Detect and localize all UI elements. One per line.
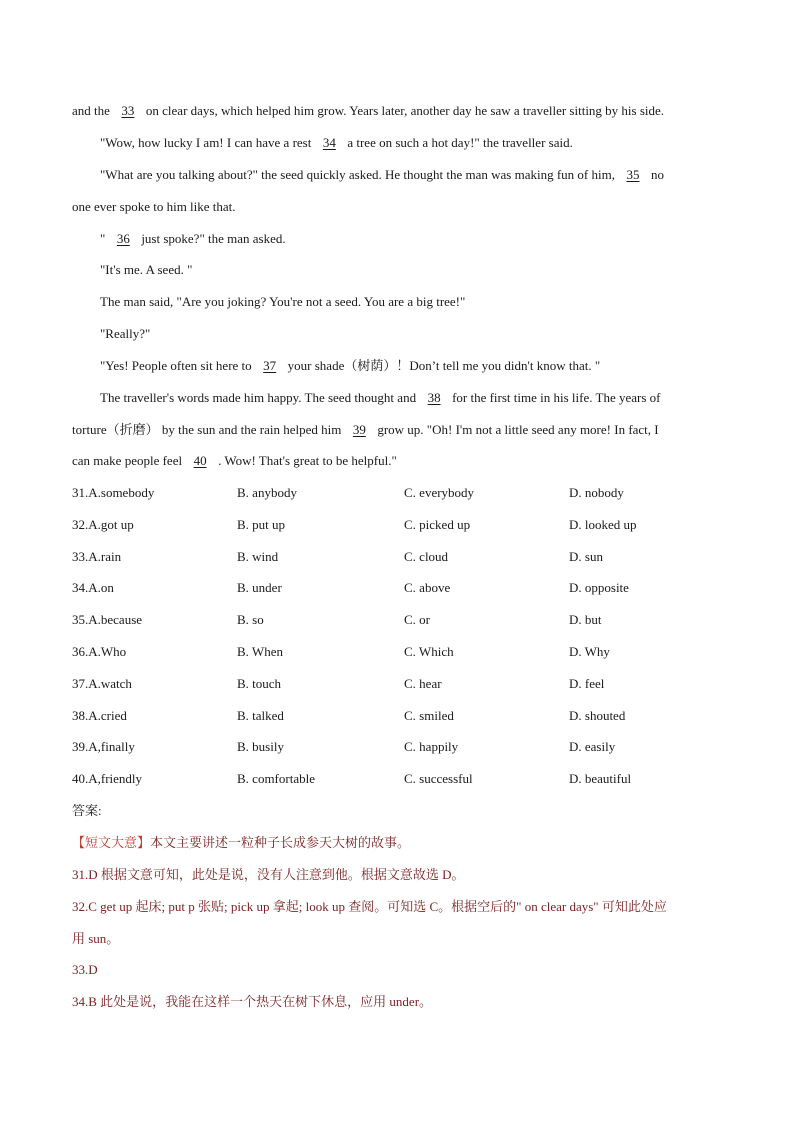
blank-35: 35 [626, 167, 640, 182]
option-b: B. under [237, 580, 282, 595]
answer-31: 31.D 根据文意可知，此处是说，没有人注意到他。根据文意故选 D。 [72, 867, 465, 882]
summary-label: 【短文大意】 [72, 835, 151, 850]
text-pre: torture（折磨） by the sun and the rain helped him [72, 422, 342, 437]
option-a: 32.A.got up [72, 517, 134, 532]
blank-39: 39 [352, 422, 366, 437]
passage-line-8: "Really?" [100, 326, 151, 341]
option-d: D. beautiful [569, 771, 632, 786]
option-c: C. picked up [404, 517, 471, 532]
option-d: D. but [569, 612, 602, 627]
blank-36: 36 [116, 231, 130, 246]
text-post: a tree on such a hot day!" the traveller said. [347, 135, 573, 150]
option-d: D. looked up [569, 517, 637, 532]
option-c: C. or [404, 612, 430, 627]
option-c: C. smiled [404, 708, 454, 723]
option-a: 34.A.on [72, 580, 114, 595]
answer-33: 33.D [72, 962, 98, 977]
options-row-35 [72, 611, 732, 629]
option-c: C. happily [404, 739, 459, 754]
option-d: D. feel [569, 676, 605, 691]
text-pre: "Yes! People often sit here to [100, 358, 252, 373]
answer-34: 34.B 此处是说，我能在这样一个热天在树下休息，应用 under。 [72, 994, 433, 1009]
option-d: D. shouted [569, 708, 626, 723]
option-b: B. busily [237, 739, 284, 754]
text-pre: " [100, 231, 106, 246]
options-row-40 [72, 770, 732, 788]
option-c: C. successful [404, 771, 473, 786]
summary-text: 本文主要讲述一粒种子长成参天大树的故事。 [150, 835, 411, 850]
text-post: just spoke?" the man asked. [141, 231, 286, 246]
option-d: D. easily [569, 739, 616, 754]
answer-summary [72, 834, 724, 852]
options-row-34 [72, 579, 732, 597]
option-b: B. talked [237, 708, 284, 723]
passage-line-6: "It's me. A seed. " [100, 262, 193, 277]
option-d: D. Why [569, 644, 610, 659]
text-post: . Wow! That's great to be helpful." [218, 453, 397, 468]
blank-33: 33 [121, 103, 135, 118]
passage-line-11 [72, 421, 724, 439]
options-row-32 [72, 516, 732, 534]
passage-line-5 [100, 230, 724, 248]
answer-32-line-2: 用 sun。 [72, 931, 120, 946]
option-a: 36.A.Who [72, 644, 127, 659]
option-c: C. hear [404, 676, 442, 691]
option-c: C. Which [404, 644, 454, 659]
blank-38: 38 [427, 390, 441, 405]
text-post: grow up. "Oh! I'm not a little seed any more! In fact, I [377, 422, 659, 437]
option-d: D. sun [569, 549, 603, 564]
options-row-37 [72, 675, 732, 693]
options-row-39 [72, 738, 732, 756]
passage-line-3 [100, 166, 724, 184]
text-post: for the first time in his life. The years of [452, 390, 661, 405]
option-b: B. anybody [237, 485, 297, 500]
options-row-38 [72, 707, 732, 725]
option-c: C. cloud [404, 549, 449, 564]
option-a: 38.A.cried [72, 708, 127, 723]
option-b: B. When [237, 644, 283, 659]
text-pre: and the [72, 103, 110, 118]
option-a: 31.A.somebody [72, 485, 155, 500]
option-a: 37.A.watch [72, 676, 132, 691]
passage-line-9 [100, 357, 724, 375]
passage-line-10 [100, 389, 724, 407]
blank-34: 34 [322, 135, 336, 150]
option-a: 33.A.rain [72, 549, 122, 564]
passage-line-12 [72, 452, 724, 470]
option-a: 40.A,friendly [72, 771, 143, 786]
options-row-33 [72, 548, 732, 566]
options-row-31 [72, 484, 732, 502]
text-post: no [650, 167, 664, 182]
option-b: B. comfortable [237, 771, 315, 786]
answer-32-line-1: 32.C get up 起床; put p 张贴; pick up 拿起; look up 查阅。可知选 C。根据空后的" on clear days" 可知此处应 [72, 899, 667, 914]
text-pre: The traveller's words made him happy. The seed thought and [100, 390, 417, 405]
option-d: D. nobody [569, 485, 624, 500]
text-pre: can make people feel [72, 453, 183, 468]
option-b: B. put up [237, 517, 286, 532]
text-pre: "What are you talking about?" the seed quickly asked. He thought the man was making fun of him, [100, 167, 615, 182]
passage-line-1 [72, 102, 724, 120]
text-post: on clear days, which helped him grow. Years later, another day he saw a traveller sitting by his side. [145, 103, 665, 118]
answers-heading: 答案: [72, 803, 102, 818]
option-b: B. touch [237, 676, 282, 691]
passage-line-2 [100, 134, 724, 152]
text-pre: "Wow, how lucky I am! I can have a rest [100, 135, 312, 150]
passage-line-7: The man said, "Are you joking? You're not a seed. You are a big tree!" [100, 294, 466, 309]
options-row-36 [72, 643, 732, 661]
text-post: your shade（树荫）！Don’t tell me you didn't know that. " [287, 358, 601, 373]
passage-line-4: one ever spoke to him like that. [72, 199, 236, 214]
option-a: 35.A.because [72, 612, 143, 627]
blank-37: 37 [263, 358, 277, 373]
option-b: B. so [237, 612, 264, 627]
option-b: B. wind [237, 549, 279, 564]
option-c: C. above [404, 580, 451, 595]
blank-40: 40 [193, 453, 207, 468]
option-a: 39.A,finally [72, 739, 135, 754]
option-c: C. everybody [404, 485, 475, 500]
option-d: D. opposite [569, 580, 629, 595]
